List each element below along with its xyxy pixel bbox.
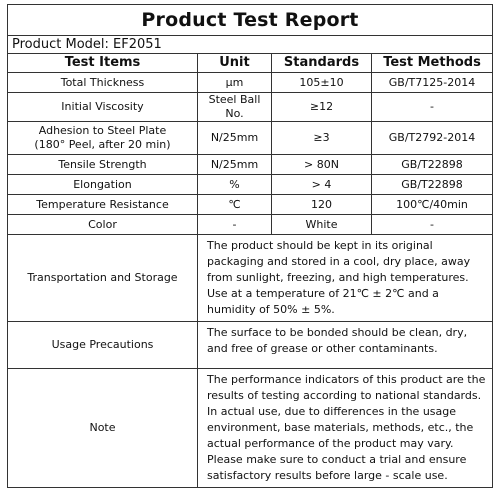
transport-storage-label: Transportation and Storage <box>8 235 198 322</box>
method-cell: GB/T2792-2014 <box>372 122 493 155</box>
standard-cell: 105±10 <box>272 73 372 93</box>
unit-cell: N/25mm <box>198 155 272 175</box>
test-report-sheet <box>7 4 492 496</box>
usage-precautions-text: The surface to be bonded should be clean, dry, and free of grease or other contaminants. <box>198 322 493 369</box>
test-item-line-2: (180° Peel, after 20 min) <box>34 138 171 151</box>
standard-cell: ≥12 <box>272 93 372 122</box>
test-report-table <box>7 4 493 488</box>
method-cell: - <box>372 215 493 235</box>
method-cell: - <box>372 93 493 122</box>
test-item: Elongation <box>8 175 198 195</box>
test-item-line-1: Adhesion to Steel Plate <box>38 124 167 137</box>
usage-precautions-row <box>8 322 493 369</box>
method-cell: GB/T22898 <box>372 175 493 195</box>
standard-cell: ≥3 <box>272 122 372 155</box>
standard-cell: > 4 <box>272 175 372 195</box>
unit-cell: % <box>198 175 272 195</box>
standard-cell: > 80N <box>272 155 372 175</box>
column-header-standards: Standards <box>272 54 372 73</box>
table-row <box>8 215 493 235</box>
method-cell: GB/T22898 <box>372 155 493 175</box>
note-label: Note <box>8 369 198 488</box>
test-item: Color <box>8 215 198 235</box>
test-item: Temperature Resistance <box>8 195 198 215</box>
unit-cell: - <box>198 215 272 235</box>
table-row <box>8 122 493 155</box>
table-row <box>8 175 493 195</box>
table-row <box>8 93 493 122</box>
transport-storage-row <box>8 235 493 322</box>
test-item <box>8 122 198 155</box>
column-header-test-methods: Test Methods <box>372 54 493 73</box>
table-row <box>8 195 493 215</box>
unit-cell: μm <box>198 73 272 93</box>
column-header-test-items: Test Items <box>8 54 198 73</box>
method-cell: 100℃/40min <box>372 195 493 215</box>
column-header-unit: Unit <box>198 54 272 73</box>
title-row <box>8 5 493 36</box>
transport-storage-text: The product should be kept in its original packaging and stored in a cool, dry place, away from sunlight, freezing, and high temperatures. Use at a temperature of 21℃ ± 2℃ and a humidity of 50% ± 5%. <box>198 235 493 322</box>
method-cell: GB/T7125-2014 <box>372 73 493 93</box>
test-item: Tensile Strength <box>8 155 198 175</box>
note-row <box>8 369 493 488</box>
standard-cell: White <box>272 215 372 235</box>
unit-cell: Steel Ball No. <box>198 93 272 122</box>
table-row <box>8 73 493 93</box>
test-item: Initial Viscosity <box>8 93 198 122</box>
test-item: Total Thickness <box>8 73 198 93</box>
note-text: The performance indicators of this product are the results of testing according to national standards. In actual use, due to differences in the usage environment, base materials, methods, etc., the actual performance of the product may vary. Please make sure to conduct a trial and ensure satisfactory results before large - scale use. <box>198 369 493 488</box>
unit-cell: ℃ <box>198 195 272 215</box>
standard-cell: 120 <box>272 195 372 215</box>
table-row <box>8 155 493 175</box>
model-row <box>8 36 493 54</box>
usage-precautions-label: Usage Precautions <box>8 322 198 369</box>
unit-cell: N/25mm <box>198 122 272 155</box>
header-row <box>8 54 493 73</box>
product-model: Product Model: EF2051 <box>8 36 493 54</box>
report-title: Product Test Report <box>8 5 493 36</box>
